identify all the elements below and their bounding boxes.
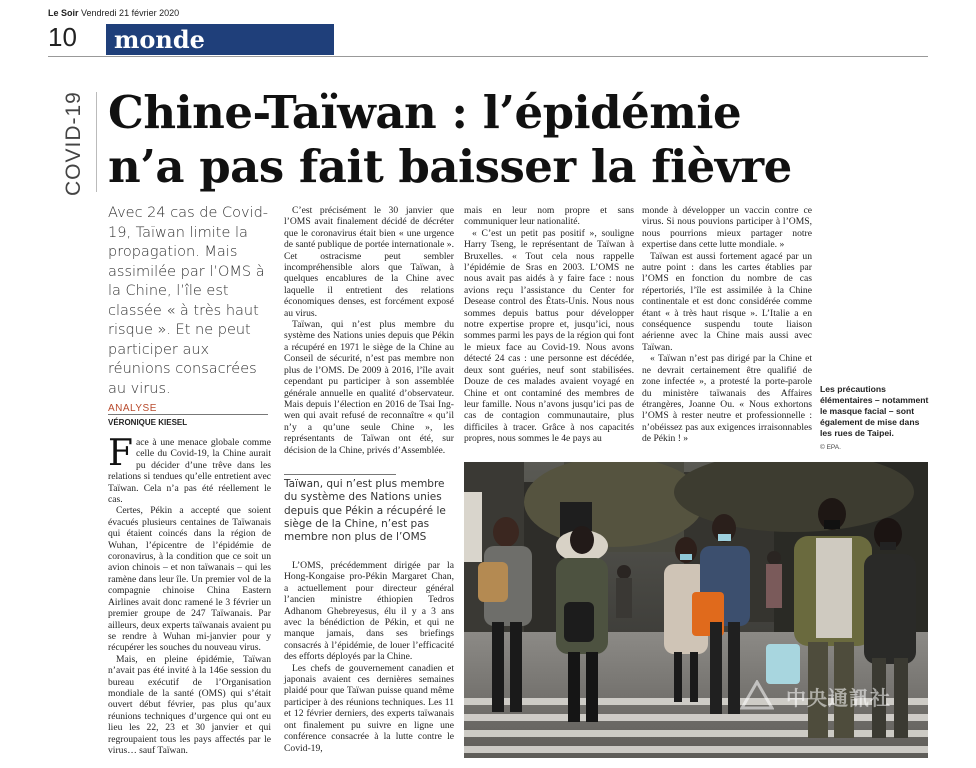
- section-label: monde: [106, 24, 334, 55]
- article-paragraph: Les chefs de gouvernement canadien et japonais avaient ces dernières semaines plaidé pour que Taïwan puisse quand même participer à des réunions techniques. Les 11 et 12 février derniers, des experts taïwanais ont finalement pu suivre en ligne une conférence consacrée à la lutte contre le Covid-19,: [284, 662, 454, 754]
- article-column-1: [108, 433, 271, 756]
- pedestrians-image: [464, 462, 928, 758]
- headline-line-2: n’a pas fait baisser la fièvre: [108, 140, 792, 193]
- kicker-divider: [108, 414, 268, 415]
- agency-watermark: 中央通訊社: [786, 688, 891, 710]
- photo-caption: Les précautions élémentaires – notamment le masque facial – sont également de mise dans les rues de Taipei.: [820, 384, 929, 438]
- pull-quote: Taïwan, qui n’est plus membre du système des Nations unies depuis que Pékin a récupéré le siège de la Chine, n’est pas membre non plus de l’OMS: [284, 478, 446, 544]
- article-paragraph: Taïwan est aussi fortement agacé par un autre point : dans les cartes établies par l’OMS en fonction du nombre de cas répertoriés, l’île est assimilée à la Chine continentale et est donc considérée comme étant « à très haut risque ». L’Italie a en conséquence suspendu toute liaison aérienne avec la Chine mais aussi avec Taïwan.: [642, 250, 812, 353]
- issue-date: Vendredi 21 février 2020: [81, 8, 180, 18]
- drop-cap: F: [108, 433, 133, 474]
- headline: [108, 86, 928, 194]
- article-paragraph: monde à développer un vaccin contre ce virus. Si nous pouvions participer à l’OMS, nous pourrions mieux partager notre expertise dans cette lutte mondiale. »: [642, 205, 812, 251]
- cna-logo-icon: [740, 680, 774, 710]
- article-column-4: [642, 205, 812, 445]
- headline-line-1: Chine-Taïwan : l’épidémie: [108, 86, 742, 139]
- pull-quote-divider: [284, 474, 396, 475]
- article-paragraph: Taïwan, qui n’est plus membre du système des Nations unies depuis que Pékin a récupéré en 1971 le siège de la Chine au Conseil de sécurité, n’est pas membre non plus de l’OMS. De 2009 à 2016, l’île avait cependant pu participer à son assemblée générale annuelle en qualité d’observateur. Mais depuis l’élection en 2016 de Tsai Ing-wen qui avait refusé de reconnaître « qu’il n’y a qu’une seule Chine », les représentants de Taïwan ont été, sur décision de la Chine, privés d’Assemblée.: [284, 319, 454, 456]
- article-paragraph: Certes, Pékin a accepté que soient évacués plusieurs centaines de Taïwanais qui étaient coincés dans la région de Wuhan, l’épicentre de l’épidémie de coronavirus, à la condition que ce soit un avion chinois – et non taïwanais – qui les ramène dans leur île. Un premier vol de la compagnie chinoise China Eastern Airlines avait donc ramené le 3 février un premier groupe de 247 Taïwanais. Par ailleurs, deux experts taïwanais avaient pu se rendre à Wuhan mi-janvier pour y récupérer les souches du nouveau virus.: [108, 505, 271, 654]
- article-paragraph: [108, 433, 271, 506]
- article-paragraph: « Taïwan n’est pas dirigé par la Chine et ne devrait certainement être qualifié de zone infectée », a protesté la porte-parole du ministère taïwanais des Affaires étrangères, Joanne Ou. « Nous exhortons l’OMS à rester neutre et professionnelle : n’obéissez pas aux exigences irraisonnables de Pékin ! »: [642, 353, 812, 445]
- byline: VÉRONIQUE KIESEL: [108, 418, 188, 427]
- kicker: ANALYSE: [108, 403, 157, 414]
- article-paragraph: C’est précisément le 30 janvier que l’OMS avait finalement décidé de décréter que le coronavirus était bien « une urgence de santé publique de portée internationale ». Cet ostracisme peut sembler incompréhensible alors que Taïwan, à quelques encablures de la Chine avec laquelle il entretient des relations économiques denses, est forcément exposé au virus.: [284, 205, 454, 319]
- article-paragraph: mais en leur nom propre et sans communiquer leur nationalité.: [464, 205, 634, 228]
- standfirst: Avec 24 cas de Covid-19, Taïwan limite la propagation. Mais assimilée par l’OMS à la Chine, l’île est classée « à très haut risque ». Et ne peut participer aux réunions consacrées au virus.: [108, 205, 269, 397]
- topic-tag: COVID-19: [62, 91, 85, 196]
- topic-tag-divider: [96, 92, 97, 192]
- article-column-2-continued: [284, 560, 454, 754]
- article-paragraph: Mais, en pleine épidémie, Taïwan n’avait pas été invité à la 146e session du bureau exécutif de l’Organisation mondiale de la santé (OMS) qui s’était ouvert début février, pas plus qu’aux réunions techniques d’urgence qui ont eu lieu les 22, 23 et 30 janvier et qui regroupaient tous les pays affectés par le virus… sauf Taïwan.: [108, 653, 271, 756]
- header-divider: [48, 56, 928, 57]
- page-number: 10: [48, 22, 77, 52]
- paragraph-text: ace à une menace globale comme celle du Covid-19, la Chine aurait pu décider d’une trêve dans les relations si tendues qu’elle entretient avec Taïwan. Cela n’a pas été réellement le cas.: [108, 437, 271, 506]
- street-photo: [464, 462, 928, 758]
- masthead: [48, 8, 179, 18]
- newspaper-name: Le Soir: [48, 8, 79, 18]
- article-paragraph: « C’est un petit pas positif », souligne Harry Tseng, le représentant de Taïwan à Bruxelles. « Tout cela nous rappelle l’épidémie de Sras en 2003. L’OMS ne nous avait pas aidés à y faire face : nous avions reçu l’assistance du Center for Desease control des États-Unis. Nous nous sommes depuis battus pour développer notre expertise propre et, jusqu’ici, nous sommes parmi les pays de la région qui font le mieux face au Covid-19. Nous avons détecté 24 cas : une personne est décédée, deux sont guéries, neuf sont stabilisées. Douze de ces malades avaient voyagé en Chine et ont contaminé des membres de leur famille. Nous n’avons jusqu’ici pas de cas de contagion communautaire, plus difficiles à tracer. Grâce à nos capacités propres, nous sommes le 4e pays au: [464, 227, 634, 445]
- photo-credit: © EPA.: [820, 444, 841, 451]
- article-paragraph: L’OMS, précédemment dirigée par la Hong-Kongaise pro-Pékin Margaret Chan, a actuellement pour directeur général l’ancien ministre éthiopien Tedros Adhanom Ghebreyesus, élu il y a 3 ans avec la bénédiction de Pékin, et qui ne manque jamais, dans ses briefings consacrés à l’épidémie, de louer l’efficacité des efforts déployés par la Chine.: [284, 560, 454, 663]
- article-column-3: [464, 205, 634, 445]
- article-column-2: [284, 205, 454, 456]
